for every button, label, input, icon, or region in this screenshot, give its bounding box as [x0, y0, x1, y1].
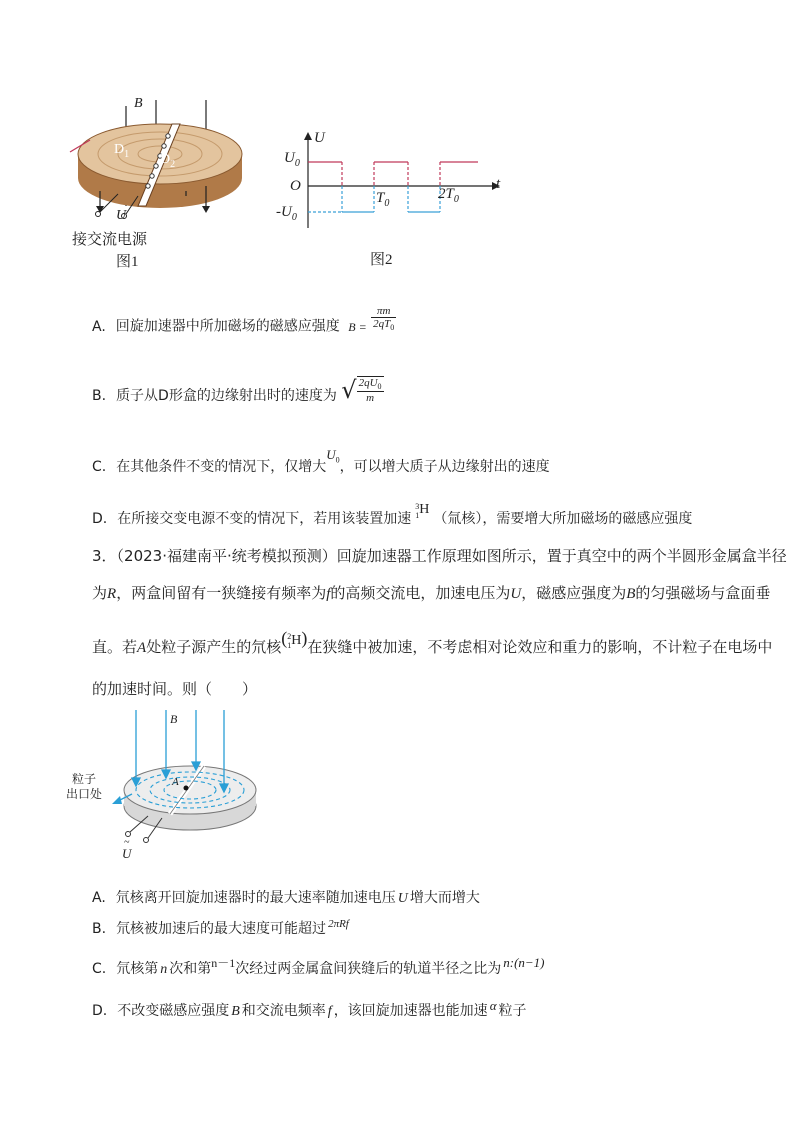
q3-option-d: D. 不改变磁感应强度 B 和交流电频率 f ，该回旋加速器也能加速 α 粒子 [92, 998, 527, 1019]
q3-option-b: B. 氘核被加速后的最大速度可能超过 $^{2\pi Rf}$ [92, 918, 349, 937]
figure-1-label-d1: $D_1$ [114, 142, 130, 160]
formula-b-fraction: $\frac{\pi m}{2qT_0}$ [373, 305, 395, 333]
figure-2-graph [270, 128, 510, 238]
figure-1-label-u: U [116, 208, 127, 223]
figure-2-axis-x: t [496, 176, 501, 192]
figure-3-exit-label: 粒子 出口处 [66, 772, 103, 801]
q3-line-3: 直。若A处粒子源产生的氘核( 2 1 H)在狭缝中被加速，不考虑相对论效应和重力的影响，不计粒子在电场中 [92, 628, 773, 656]
q3-option-c: C. 氘核第 n 次和第n－1次经过两金属盒间狭缝后的轨道半径之比为 n:(n−1) [92, 955, 545, 977]
q3-line-1: 3．（2023·福建南平·统考模拟预测）回旋加速器工作原理如图所示，置于真空中的两个半圆形金属盒半径 [92, 547, 787, 565]
wave-positive [308, 162, 478, 186]
tritium-symbol: 3 1 H [415, 502, 430, 520]
q3-option-a: A. 氘核离开回旋加速器时的最大速率随加速电压 U 增大而增大 [92, 890, 480, 906]
sqrt-formula: √ $\frac{2qU_0}{m}$ [341, 376, 382, 405]
figure-3-drawing [92, 706, 272, 866]
figure-2-label-neg-u0: $-U_0$ [276, 204, 297, 223]
q2-option-b: B. 质子从D形盒的边缘射出时的速度为 √ $\frac{2qU_0}{m}$ [92, 376, 382, 405]
figure-1-power-caption: 接交流电源 [72, 232, 148, 248]
figure-1-drawing [60, 96, 260, 276]
figure-2-caption: 图2 [370, 252, 393, 268]
figure-2-axis-y: U [314, 130, 325, 146]
q2-option-d: D. 在所接交变电源不变的情况下，若用该装置加速 3 1 H（氚核），需要增大所加磁场的磁感应强度 [92, 502, 693, 527]
deuteron-symbol: ( 2 1 H) [281, 628, 308, 650]
figure-2-origin: O [290, 178, 301, 194]
figure-3-label-b: B [170, 712, 178, 726]
figure-3-label-a: A [172, 776, 179, 788]
q3-line-2: 为R，两盒间留有一狭缝接有频率为f的高频交流电，加速电压为U，磁感应强度为B的匀强磁场与盒面垂 [92, 584, 771, 602]
figure-2-label-2t0: $2T_0$ [438, 186, 459, 205]
figure-2 [270, 128, 510, 270]
wave-negative [308, 186, 440, 212]
figure-1-label-d2: $D_2$ [160, 152, 176, 170]
q3-line-4: 的加速时间。则（ ） [92, 680, 258, 698]
figure-3-label-u: ~ U [122, 837, 132, 861]
q2-option-c: C. 在其他条件不变的情况下，仅增大$U_0$，可以增大质子从边缘射出的速度 [92, 447, 550, 475]
figure-2-label-t0: $T_0$ [376, 190, 390, 209]
figure-1 [60, 96, 260, 276]
figure-1-label-b: B [134, 96, 143, 111]
figure-2-label-u0: $U_0$ [284, 150, 300, 169]
figure-3 [66, 706, 272, 866]
figure-1-caption: 图1 [116, 254, 139, 270]
q2-option-a: A. 回旋加速器中所加磁场的磁感应强度 B = $\frac{\pi m}{2qT_0}$ [92, 305, 395, 335]
